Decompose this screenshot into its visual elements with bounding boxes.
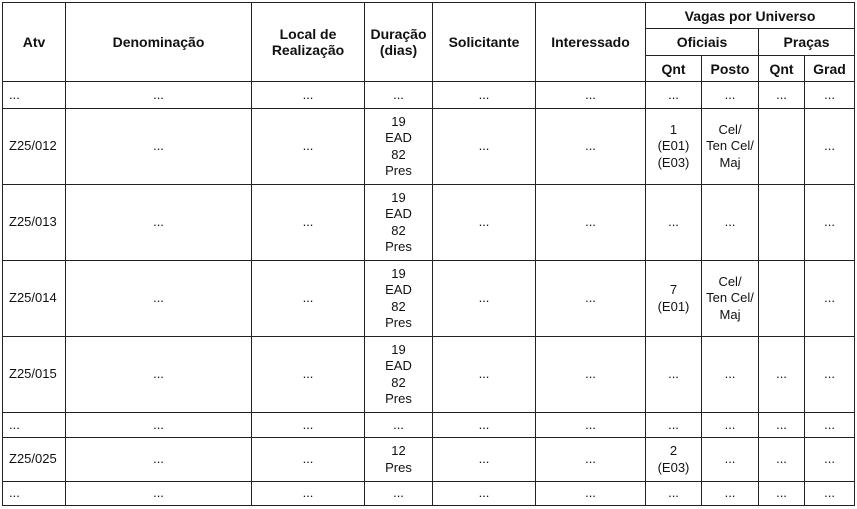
table-row <box>3 438 855 482</box>
header-oficiais: Oficiais <box>646 29 759 56</box>
table-row <box>3 337 855 413</box>
header-duracao: Duração (dias) <box>365 3 433 82</box>
cell-grad: ... <box>805 82 855 109</box>
cell-duracao: 12 Pres <box>365 438 433 482</box>
cell-local: ... <box>252 438 365 482</box>
cell-denominacao: ... <box>66 261 252 337</box>
cell-posto: ... <box>702 438 759 482</box>
cell-qnt-pracas: ... <box>759 337 805 413</box>
cell-grad: ... <box>805 337 855 413</box>
cell-atv: Z25/012 <box>3 109 66 185</box>
cell-interessado: ... <box>536 413 646 438</box>
cell-solicitante: ... <box>433 438 536 482</box>
cell-posto: ... <box>702 82 759 109</box>
table-body <box>3 82 855 506</box>
cell-interessado: ... <box>536 109 646 185</box>
cell-denominacao: ... <box>66 185 252 261</box>
cell-denominacao: ... <box>66 482 252 506</box>
header-grad: Grad <box>805 56 855 82</box>
cell-solicitante: ... <box>433 482 536 506</box>
cell-qnt-oficiais: ... <box>646 482 702 506</box>
table-header <box>3 3 855 82</box>
cell-local: ... <box>252 482 365 506</box>
cell-grad: ... <box>805 438 855 482</box>
cell-solicitante: ... <box>433 185 536 261</box>
cell-qnt-pracas <box>759 109 805 185</box>
cell-solicitante: ... <box>433 413 536 438</box>
cell-denominacao: ... <box>66 438 252 482</box>
cell-interessado: ... <box>536 337 646 413</box>
cell-grad: ... <box>805 482 855 506</box>
cell-grad: ... <box>805 109 855 185</box>
cell-duracao: 19 EAD 82 Pres <box>365 109 433 185</box>
cell-qnt-oficiais: ... <box>646 413 702 438</box>
cell-atv: ... <box>3 413 66 438</box>
table-row <box>3 109 855 185</box>
cell-local: ... <box>252 337 365 413</box>
header-posto: Posto <box>702 56 759 82</box>
header-local: Local de Realização <box>252 3 365 82</box>
table-row <box>3 413 855 438</box>
cell-qnt-oficiais: 7 (E01) <box>646 261 702 337</box>
cell-qnt-pracas <box>759 261 805 337</box>
cell-interessado: ... <box>536 82 646 109</box>
cell-interessado: ... <box>536 482 646 506</box>
cell-solicitante: ... <box>433 337 536 413</box>
vagas-table <box>2 2 855 506</box>
header-vagas: Vagas por Universo <box>646 3 855 29</box>
header-atv: Atv <box>3 3 66 82</box>
cell-posto: ... <box>702 337 759 413</box>
cell-atv: ... <box>3 482 66 506</box>
cell-local: ... <box>252 82 365 109</box>
table-row <box>3 482 855 506</box>
cell-denominacao: ... <box>66 109 252 185</box>
cell-posto: ... <box>702 482 759 506</box>
header-solicitante: Solicitante <box>433 3 536 82</box>
header-qnt-oficiais: Qnt <box>646 56 702 82</box>
table-row <box>3 82 855 109</box>
cell-qnt-oficiais: ... <box>646 337 702 413</box>
cell-local: ... <box>252 109 365 185</box>
cell-grad: ... <box>805 413 855 438</box>
cell-denominacao: ... <box>66 82 252 109</box>
cell-interessado: ... <box>536 438 646 482</box>
cell-duracao: ... <box>365 82 433 109</box>
cell-atv: ... <box>3 82 66 109</box>
cell-solicitante: ... <box>433 82 536 109</box>
table-row <box>3 261 855 337</box>
header-denominacao: Denominação <box>66 3 252 82</box>
cell-posto: ... <box>702 413 759 438</box>
header-qnt-pracas: Qnt <box>759 56 805 82</box>
cell-qnt-oficiais: 1 (E01) (E03) <box>646 109 702 185</box>
cell-solicitante: ... <box>433 261 536 337</box>
cell-local: ... <box>252 185 365 261</box>
cell-duracao: 19 EAD 82 Pres <box>365 337 433 413</box>
cell-duracao: 19 EAD 82 Pres <box>365 185 433 261</box>
cell-atv: Z25/014 <box>3 261 66 337</box>
cell-posto: Cel/ Ten Cel/ Maj <box>702 261 759 337</box>
cell-duracao: 19 EAD 82 Pres <box>365 261 433 337</box>
cell-interessado: ... <box>536 261 646 337</box>
cell-duracao: ... <box>365 482 433 506</box>
cell-qnt-pracas: ... <box>759 438 805 482</box>
header-interessado: Interessado <box>536 3 646 82</box>
cell-grad: ... <box>805 185 855 261</box>
cell-solicitante: ... <box>433 109 536 185</box>
table-row <box>3 185 855 261</box>
cell-qnt-pracas <box>759 185 805 261</box>
cell-posto: Cel/ Ten Cel/ Maj <box>702 109 759 185</box>
cell-grad: ... <box>805 261 855 337</box>
cell-qnt-pracas: ... <box>759 82 805 109</box>
cell-denominacao: ... <box>66 413 252 438</box>
cell-local: ... <box>252 413 365 438</box>
cell-interessado: ... <box>536 185 646 261</box>
cell-denominacao: ... <box>66 337 252 413</box>
cell-atv: Z25/025 <box>3 438 66 482</box>
cell-atv: Z25/015 <box>3 337 66 413</box>
cell-qnt-oficiais: ... <box>646 185 702 261</box>
cell-qnt-oficiais: ... <box>646 82 702 109</box>
cell-qnt-pracas: ... <box>759 482 805 506</box>
cell-qnt-pracas: ... <box>759 413 805 438</box>
cell-local: ... <box>252 261 365 337</box>
cell-posto: ... <box>702 185 759 261</box>
header-pracas: Praças <box>759 29 855 56</box>
cell-qnt-oficiais: 2 (E03) <box>646 438 702 482</box>
cell-duracao: ... <box>365 413 433 438</box>
cell-atv: Z25/013 <box>3 185 66 261</box>
